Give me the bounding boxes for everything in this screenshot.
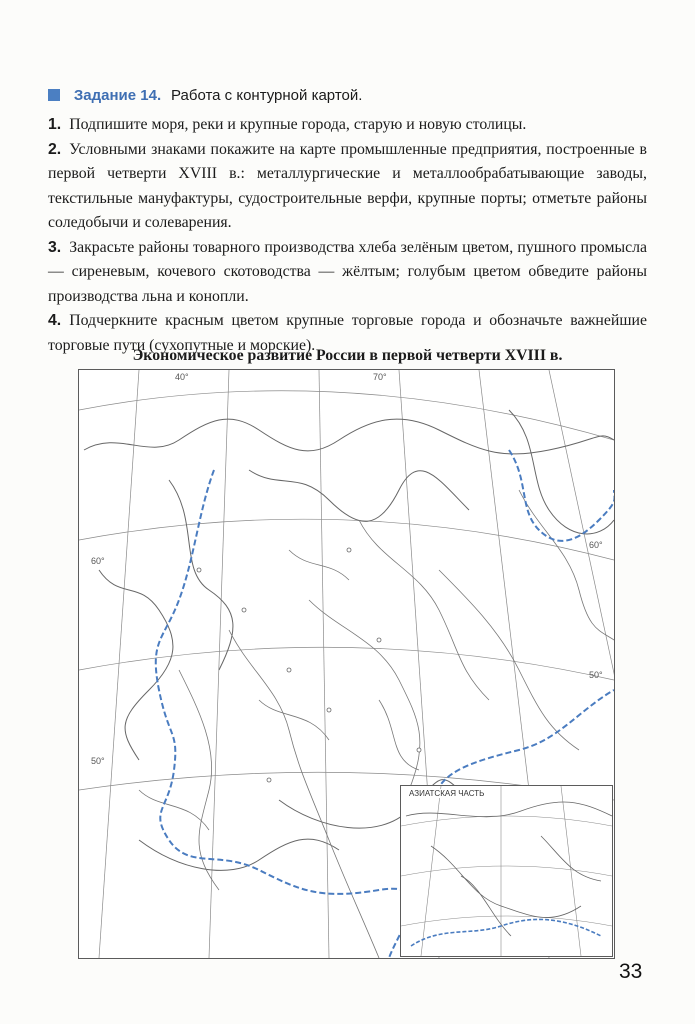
inset-label: АЗИАТСКАЯ ЧАСТЬ [409,789,485,798]
page-number: 33 [619,960,643,983]
task-item [48,236,647,310]
degree-label: 50° [589,670,603,680]
item-number: 2. [48,140,62,158]
map-title: Экономическое развитие России в первой четверти XVIII в. [132,347,563,364]
asian-part-inset [400,785,613,957]
item-number: 1. [48,116,62,133]
task-item [48,113,647,138]
task-header [48,86,648,106]
inset-map-drawing [401,786,612,956]
task-items [48,113,647,358]
task-marker-square [48,89,60,101]
task-label: Задание 14. [73,87,162,104]
item-number: 3. [48,238,62,256]
degree-label: 40° [175,372,189,382]
item-text: Условными знаками покажите на карте промышленные предприятия, построенные в первой четверти XVIII в.: металлургические и металлообрабатывающие заводы, текстильные мануфактуры, судостроительные верфи, крупные порты; отметьте районы соледобычи и солеварения. [48,140,647,231]
degree-label: 60° [589,540,603,550]
item-text: Закрасьте районы товарного производства хлеба зелёным цветом, пушного промысла — сиреневым, кочевого скотоводства — жёлтым; голубым цветом обведите районы производства льна и конопли. [48,238,647,305]
task-title: Работа с контурной картой. [171,87,363,104]
degree-label: 60° [91,556,105,566]
city-markers [197,548,421,782]
degree-label: 70° [373,372,387,382]
inset-border [411,919,601,946]
item-number: 4. [48,312,62,329]
degree-label: 50° [91,756,105,766]
item-text: Подпишите моря, реки и крупные города, старую и новую столицы. [69,116,527,133]
task-item [48,138,647,236]
item-text: Подчеркните красным цветом крупные торговые города и обозначьте важнейшие торговые пути (сухопутные и морские). [48,312,647,354]
